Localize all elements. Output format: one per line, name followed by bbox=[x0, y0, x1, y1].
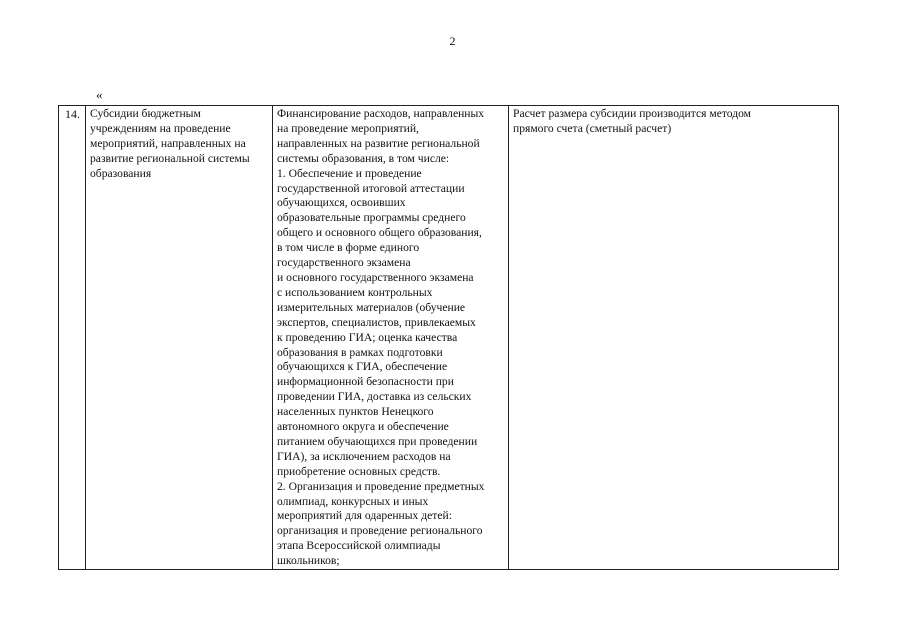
text-line: общего и основного общего образования, bbox=[277, 226, 482, 240]
text-line: этапа Всероссийской олимпиады bbox=[277, 539, 441, 553]
text-line: обучающихся к ГИА, обеспечение bbox=[277, 360, 448, 374]
text-line: информационной безопасности при bbox=[277, 375, 454, 389]
opening-quote-mark: « bbox=[96, 87, 103, 102]
text-line: с использованием контрольных bbox=[277, 285, 433, 299]
text-line: автономного округа и обеспечение bbox=[277, 420, 449, 434]
text-line: измерительных материалов (обучение bbox=[277, 300, 466, 314]
text-line: питанием обучающихся при проведении bbox=[277, 434, 478, 448]
text-line: олимпиад, конкурсных и иных bbox=[277, 494, 429, 508]
text-line: учреждениям на проведение bbox=[90, 121, 231, 135]
text-line: мероприятий, направленных на bbox=[90, 136, 246, 150]
text-line: развитие региональной системы bbox=[90, 151, 250, 165]
text-line: Расчет размера субсидии производится методом bbox=[513, 107, 752, 120]
text-line: населенных пунктов Ненецкого bbox=[277, 405, 434, 419]
text-line: системы образования, в том числе: bbox=[277, 151, 450, 165]
text-line: мероприятий для одаренных детей: bbox=[277, 509, 452, 523]
text-line: государственного экзамена bbox=[277, 256, 411, 270]
text-line: Финансирование расходов, направленных bbox=[277, 107, 485, 120]
text-line: и основного государственного экзамена bbox=[277, 270, 474, 284]
text-line: Субсидии бюджетным bbox=[90, 107, 201, 120]
text-line: образования bbox=[90, 166, 152, 180]
table-row bbox=[59, 106, 839, 570]
text-line: экспертов, специалистов, привлекаемых bbox=[277, 315, 476, 329]
text-line: школьников; bbox=[277, 554, 340, 568]
page-number: 2 bbox=[449, 34, 456, 48]
text-line: 1. Обеспечение и проведение bbox=[277, 166, 422, 180]
subsidy-description-cell bbox=[273, 106, 509, 570]
text-line: на проведение мероприятий, bbox=[277, 121, 419, 135]
text-line: проведении ГИА, доставка из сельских bbox=[277, 390, 472, 404]
calculation-method-cell bbox=[509, 106, 839, 570]
text-line: направленных на развитие региональной bbox=[277, 136, 480, 150]
text-line: организация и проведение регионального bbox=[277, 524, 483, 538]
text-line: образовательные программы среднего bbox=[277, 211, 466, 225]
text-line: в том числе в форме единого bbox=[277, 241, 420, 255]
text-line: государственной итоговой аттестации bbox=[277, 181, 465, 195]
text-line: к проведению ГИА; оценка качества bbox=[277, 330, 458, 344]
text-line: прямого счета (сметный расчет) bbox=[513, 121, 672, 135]
text-line: приобретение основных средств. bbox=[277, 464, 441, 478]
text-line: образования в рамках подготовки bbox=[277, 345, 443, 359]
text-line: 2. Организация и проведение предметных bbox=[277, 479, 485, 493]
text-line: ГИА), за исключением расходов на bbox=[277, 449, 451, 463]
subsidy-table bbox=[58, 105, 839, 570]
row-number-cell: 14. bbox=[59, 106, 86, 570]
subsidy-name-cell bbox=[86, 106, 273, 570]
text-line: обучающихся, освоивших bbox=[277, 196, 406, 210]
